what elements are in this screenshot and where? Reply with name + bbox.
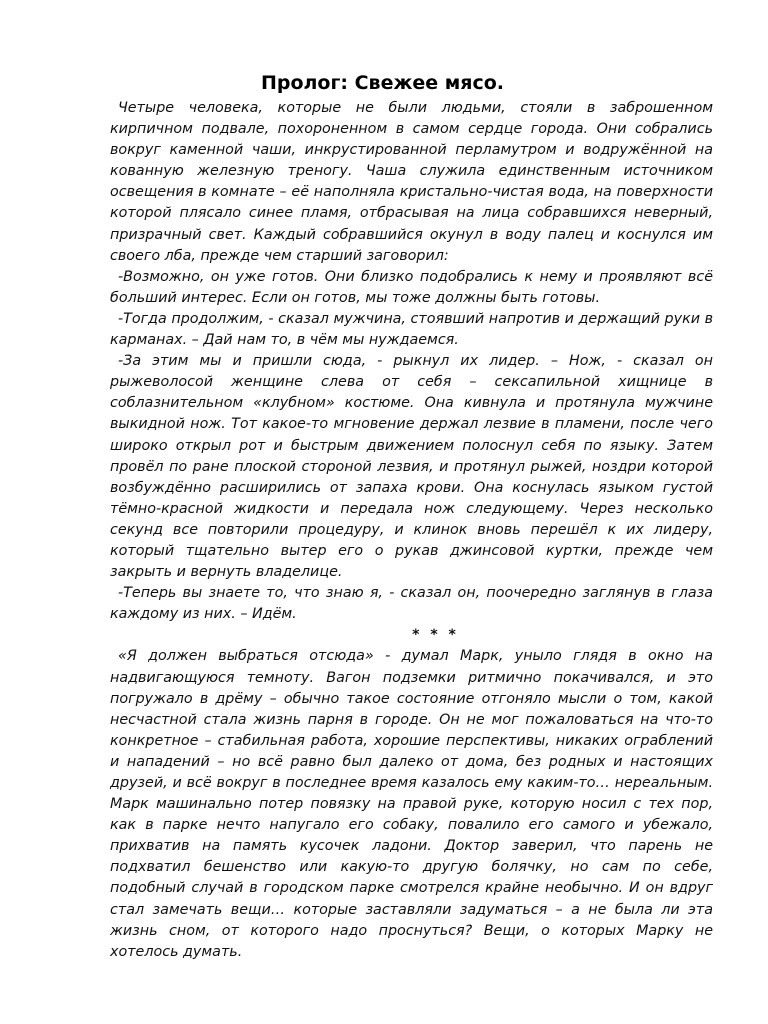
section-divider: * * *	[412, 627, 459, 644]
paragraph: -За этим мы и пришли сюда, - рыкнул их лидер. – Нож, - сказал он рыжеволосой женщине слева от себя – сексапильной хищнице в соблазнительном «клубном» костюме. Она кивнула и протянула мужчине выкидной нож. Тот какое-то мгновение держал лезвие в пламени, после чего широко открыл рот и быстрым движением полоснул себя по языку. Затем провёл по ране плоской стороной лезвия, и протянул рыжей, ноздри которой возбуждённо расширились от запаха крови. Она коснулась языком густой тёмно-красной жидкости и передала нож следующему. Через несколько секунд все повторили процедуру, и клинок вновь перешёл к их лидеру, который тщательно вытер его о рукав джинсовой куртки, прежде чем закрыть и вернуть владелице.	[110, 353, 713, 581]
paragraph: -Тогда продолжим, - сказал мужчина, стоявший напротив и держащий руки в карманах. – Дай нам то, в чём мы нуждаемся.	[110, 310, 713, 349]
paragraph: «Я должен выбраться отсюда» - думал Марк, уныло глядя в окно на надвигающуюся темноту. Вагон подземки ритмично покачивался, и это погружало в дрёму – обычно такое состояние отгоняло мысли о том, какой несчастной стала жизнь парня в городе. Он не мог пожаловаться на что-то конкретное – стабильная работа, хорошие перспективы, никаких ограблений и нападений – но всё равно был далеко от дома, без родных и настоящих друзей, и всё вокруг в последнее время казалось ему каким-то… нереальным. Марк машинально потер повязку на правой руке, которую носил с тех пор, как в парке нечто напугало его собаку, повалило его самого и убежало, прихватив на память кусочек ладони. Доктор заверил, что парень не подхватил бешенство или какую-то другую болячку, но сам по себе, подобный случай в городском парке смотрелся крайне необычно. И он вдруг стал замечать вещи… которые заставляли задуматься – а не была ли эта жизнь сном, от которого надо проснуться? Вещи, о которых Марку не хотелось думать.	[110, 648, 713, 960]
paragraph: -Теперь вы знаете то, что знаю я, - сказал он, поочередно заглянув в глаза каждому из них. – Идём.	[110, 585, 713, 623]
paragraph: -Возможно, он уже готов. Они близко подобрались к нему и проявляют всё больший интерес. Если он готов, мы тоже должны быть готовы.	[110, 268, 713, 306]
paragraph: Четыре человека, которые не были людьми, стояли в заброшенном кирпичном подвале, похороненном в самом сердце города. Они собрались вокруг каменной чаши, инкрустированной перламутром и водружённой на кованную железную треногу. Чаша служила единственным источником освещения в комнате – её наполняла кристально-чистая вода, на поверхности которой плясало синее пламя, отбрасывая на лица собравшихся неверный, призрачный свет. Каждый собравшийся окунул в воду палец и коснулся им своего лба, прежде чем старший заговорил:	[110, 100, 713, 264]
document-title: Пролог: Свежее мясо.	[260, 72, 505, 94]
document-body	[110, 98, 713, 963]
